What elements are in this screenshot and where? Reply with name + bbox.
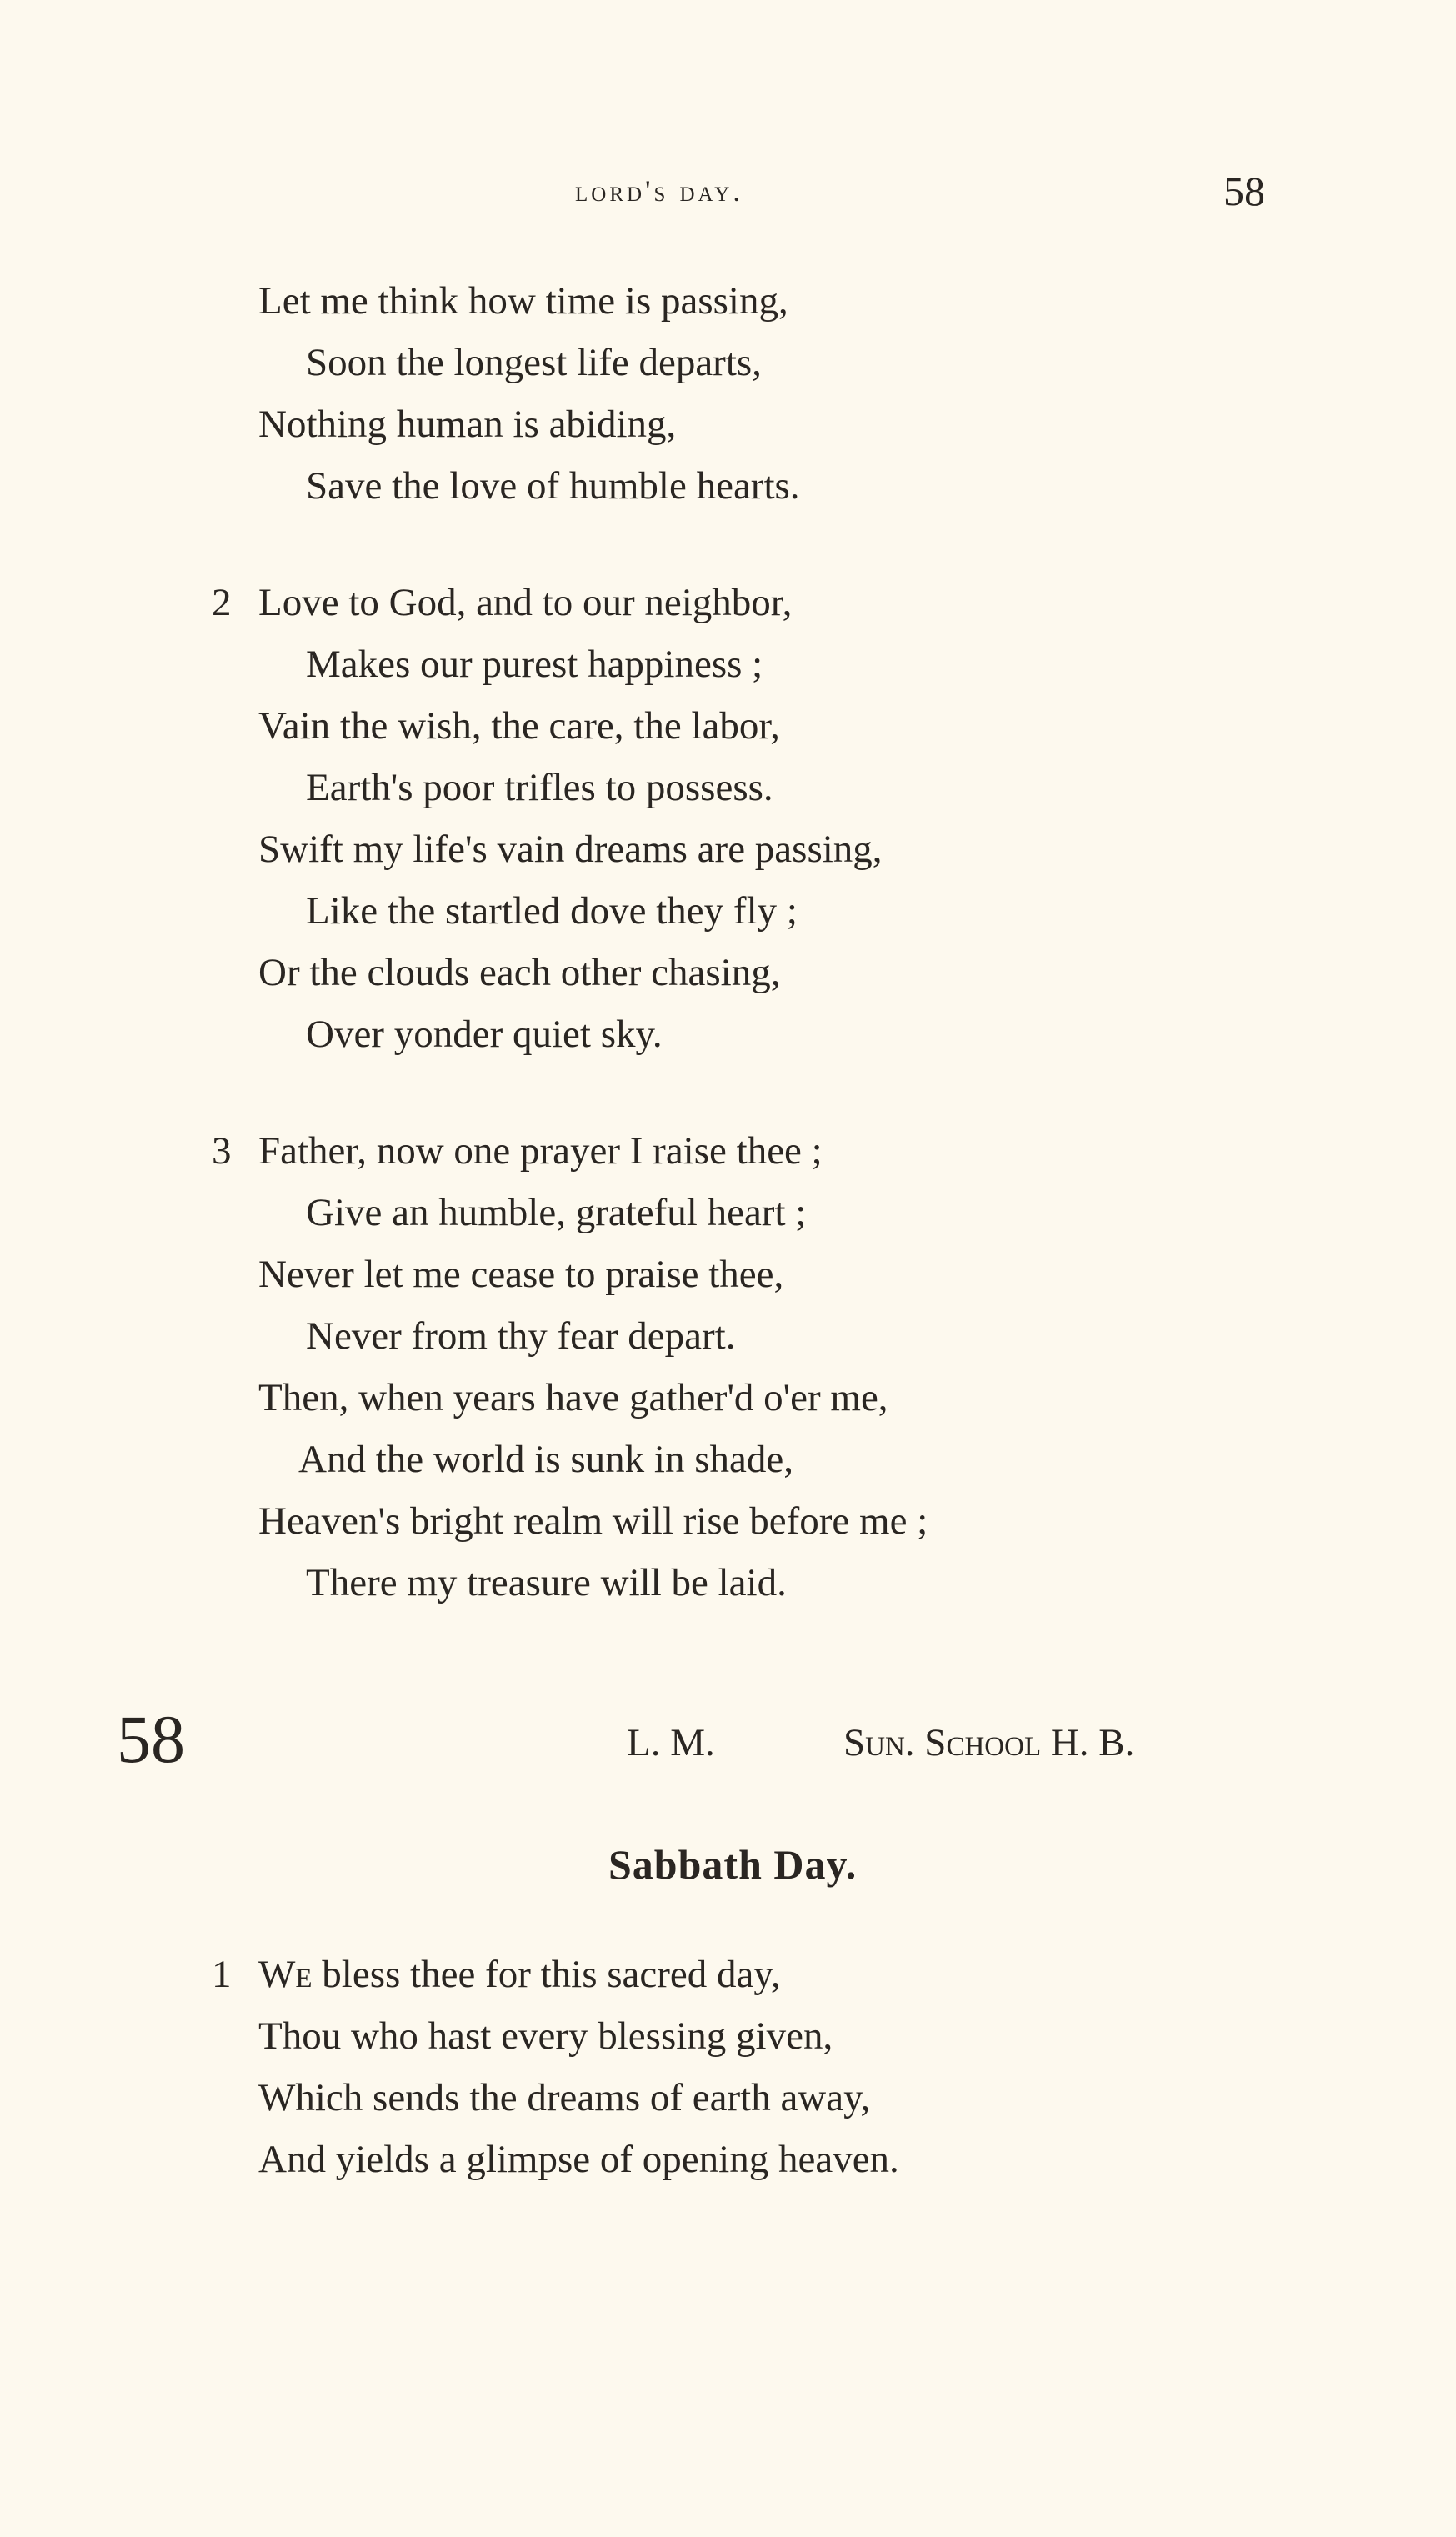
verse-line: And the world is sunk in shade, <box>298 1438 793 1481</box>
verse-line: Nothing human is abiding, <box>258 403 677 446</box>
hymn-title: Sabbath Day. <box>608 1841 858 1888</box>
hymn-meter: L. M. <box>627 1721 715 1764</box>
verse-line: Over yonder quiet sky. <box>306 1013 663 1056</box>
verse-line: Makes our purest happiness ; <box>306 643 763 686</box>
verse-line: Save the love of humble hearts. <box>306 464 800 508</box>
verse-first-line <box>258 1955 781 1994</box>
verse-line: Vain the wish, the care, the labor, <box>258 704 780 748</box>
running-head <box>0 168 1456 223</box>
verse-line: Heaven's bright realm will rise before me ; <box>258 1499 928 1543</box>
first-line-rest: bless thee for this sacred day, <box>312 1953 781 1996</box>
verse-line: Then, when years have gather'd o'er me, <box>258 1376 888 1419</box>
first-word: We <box>258 1953 313 1996</box>
verse-line: Like the startled dove they fly ; <box>306 889 798 933</box>
hymn-source: Sun. School H. B. <box>843 1721 1135 1764</box>
verse-line: Never let me cease to praise thee, <box>258 1253 784 1296</box>
verse-line: Earth's poor trifles to possess. <box>306 766 773 809</box>
verse-line: And yields a glimpse of opening heaven. <box>258 2138 899 2181</box>
verse-line: Swift my life's vain dreams are passing, <box>258 828 883 871</box>
verse-line: Father, now one prayer I raise thee ; <box>258 1129 823 1173</box>
stanza-number: 3 <box>212 1129 232 1173</box>
running-title: lord's day. <box>575 174 744 208</box>
stanza-number: 1 <box>212 1953 232 1996</box>
verse-line: There my treasure will be laid. <box>306 1561 787 1604</box>
page-number: 58 <box>1223 168 1265 214</box>
verse-line: Soon the longest life departs, <box>306 341 762 384</box>
hymn-number: 58 <box>117 1701 185 1777</box>
verse-line: Which sends the dreams of earth away, <box>258 2076 871 2119</box>
verse-line: Let me think how time is passing, <box>258 279 788 323</box>
verse-line: Love to God, and to our neighbor, <box>258 581 793 624</box>
verse-line: Or the clouds each other chasing, <box>258 951 781 994</box>
verse-line: Never from thy fear depart. <box>306 1314 736 1358</box>
verse-line: Give an humble, grateful heart ; <box>306 1191 807 1234</box>
verse-line: Thou who hast every blessing given, <box>258 2014 833 2058</box>
stanza-number: 2 <box>212 581 232 624</box>
